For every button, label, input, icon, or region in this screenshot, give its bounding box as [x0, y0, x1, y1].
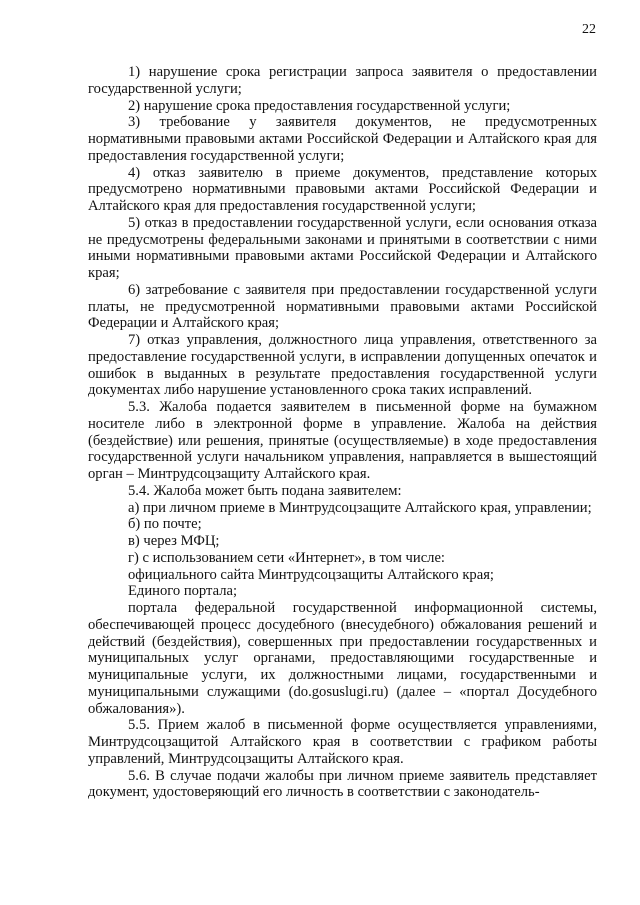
paragraph-5-6: 5.6. В случае подачи жалобы при личном приеме заявитель представляет документ, удостоверяющий его личность в соответствии с законодатель-	[88, 767, 597, 801]
paragraph-violation-3: 3) требование у заявителя документов, не предусмотренных нормативными правовыми актами Российской Федерации и Алтайского края для предоставления государственной услуги;	[88, 114, 597, 164]
page-number: 22	[582, 22, 596, 37]
list-item-federal-portal: портала федеральной государственной информационной системы, обеспечивающей процесс досудебного (внесудебного) обжалования решений и действий (бездействия), совершенных при предоставлении государственных и муниципальных услуг органами, предоставляющими государственные и муниципальные услуги, их должностными лицами, государственными и муниципальными служащими (do.gosuslugi.ru) (далее – «портал Досудебного обжалования»).	[88, 600, 597, 717]
paragraph-violation-2: 2) нарушение срока предоставления государственной услуги;	[128, 97, 511, 114]
list-item-unified-portal: Единого портала;	[128, 583, 238, 600]
list-item-b: б) по почте;	[128, 516, 202, 533]
body-text	[88, 64, 597, 801]
paragraph-violation-1: 1) нарушение срока регистрации запроса заявителя о предоставлении государственной услуги;	[88, 64, 597, 97]
paragraph-violation-4: 4) отказ заявителю в приеме документов, представление которых предусмотрено нормативными правовыми актами Российской Федерации и Алтайского края для предоставления государственной услуги;	[88, 164, 597, 214]
paragraph-5-3: 5.3. Жалоба подается заявителем в письменной форме на бумажном носителе либо в электронной форме в управление. Жалоба на действия (бездействие) или решения, принятые (осуществляемые) в ходе предоставления государственной услуги начальником управления, направляется в вышестоящий орган – Минтрудсоцзащиту Алтайского края.	[88, 399, 597, 482]
paragraph-violation-6: 6) затребование с заявителя при предоставлении государственной услуги платы, не предусмотренной нормативными правовыми актами Российской Федерации и Алтайского края;	[88, 281, 597, 332]
list-item-v: в) через МФЦ;	[128, 533, 220, 549]
paragraph-violation-5: 5) отказ в предоставлении государственной услуги, если основания отказа не предусмотрены федеральными законами и принятыми в соответствии с ними иными нормативными правовыми актами Российской Федерации и Алтайского края;	[88, 214, 597, 281]
paragraph-5-4: 5.4. Жалоба может быть подана заявителем:	[128, 482, 402, 499]
paragraph-violation-7: 7) отказ управления, должностного лица управления, ответственного за предоставление государственной услуги, в исправлении допущенных опечаток и ошибок в выданных в результате предоставления государственной услуги документах либо нарушение установленного срока таких исправлений.	[88, 332, 597, 399]
list-item-official-site: официального сайта Минтрудсоцзащиты Алтайского края;	[128, 566, 494, 583]
paragraph-5-5: 5.5. Прием жалоб в письменной форме осуществляется управлениями, Минтрудсоцзащитой Алтайского края в соответствии с графиком работы управлений, Минтрудсоцзащиты Алтайского края.	[88, 717, 597, 767]
list-item-a: а) при личном приеме в Минтрудсоцзащите Алтайского края, управлении;	[128, 499, 592, 516]
list-item-g: г) с использованием сети «Интернет», в том числе:	[128, 549, 445, 566]
